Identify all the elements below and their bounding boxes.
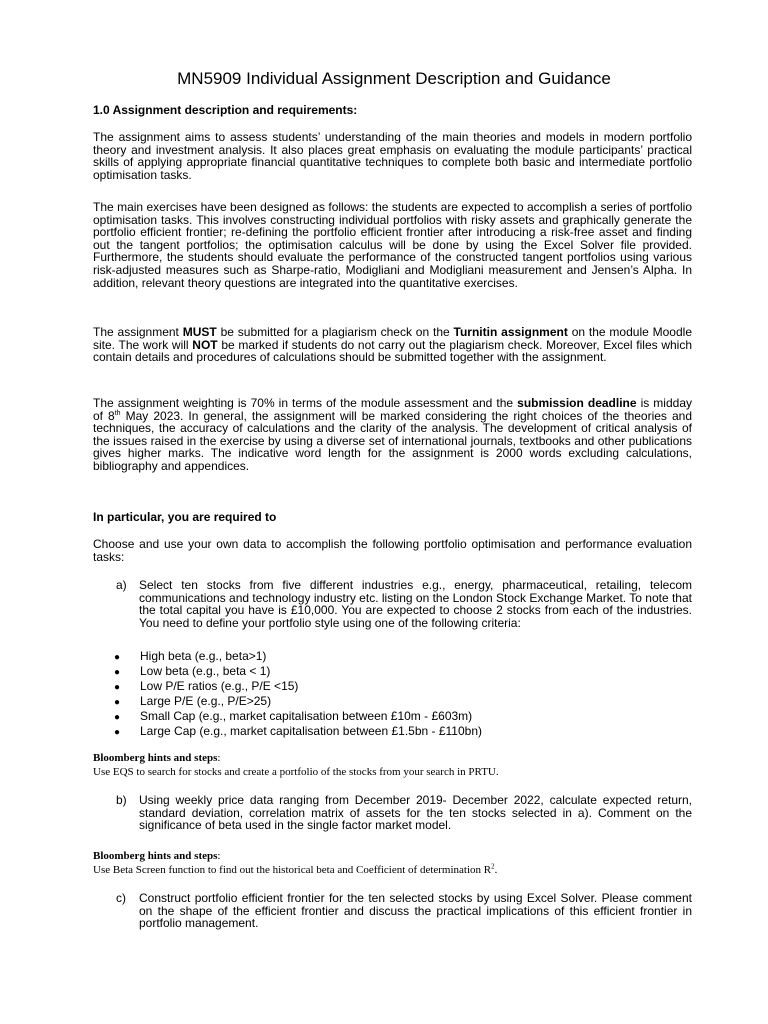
text-run: Use Beta Screen function to find out the historical beta and Coefficient of determination R bbox=[93, 864, 492, 876]
bloomberg-hints-heading bbox=[93, 752, 220, 765]
emphasis-turnitin: Turnitin assignment bbox=[453, 325, 568, 339]
text-run: is midday of 8 bbox=[93, 396, 692, 423]
heading-text: Bloomberg hints and steps bbox=[93, 850, 218, 862]
heading-colon: : bbox=[217, 752, 221, 764]
section-heading-in-particular: In particular, you are required to bbox=[93, 510, 277, 524]
bullet-text: Low P/E ratios (e.g., P/E <15) bbox=[140, 679, 299, 693]
bullet-text: High beta (e.g., beta>1) bbox=[140, 649, 267, 663]
text-run: be submitted for a plagiarism check on the bbox=[216, 325, 454, 339]
text-run: . bbox=[494, 864, 498, 876]
superscript: th bbox=[114, 409, 121, 417]
list-text: Construct portfolio efficient frontier for the ten selected stocks by using Excel Solver. Please comment on the shape of the efficient frontier and discuss the practical implications of this efficient frontier in portfolio management. bbox=[139, 891, 692, 931]
bullet-icon: ● bbox=[114, 697, 121, 708]
bullet-text: Small Cap (e.g., market capitalisation between £10m - £603m) bbox=[140, 709, 473, 723]
paragraph-submission bbox=[93, 326, 692, 364]
emphasis-not: NOT bbox=[192, 337, 218, 352]
list-text: Select ten stocks from five different industries e.g., energy, pharmaceutical, retailing, telecom communications and technology industry etc. listing on the London Stock Exchange Market. To note that the total capital you have is £10,000. You are expected to choose 2 stocks from each of the industries. You need to define your portfolio style using one of the following criteria: bbox=[139, 578, 692, 630]
section-heading-assignment-description: 1.0 Assignment description and requirements: bbox=[93, 103, 358, 117]
emphasis-must: MUST bbox=[182, 325, 217, 339]
text-run: The assignment weighting is 70% in terms of the module assessment and the bbox=[93, 396, 518, 410]
bloomberg-hints-text bbox=[93, 864, 497, 877]
paragraph-weighting bbox=[93, 397, 692, 473]
text-run: on the module Moodle site. The work will bbox=[93, 325, 692, 352]
bullet-icon: ● bbox=[114, 712, 121, 723]
list-label: c) bbox=[116, 891, 126, 905]
list-label: a) bbox=[116, 578, 127, 592]
paragraph-aims: The assignment aims to assess students’ understanding of the main theories and models in modern portfolio theory and investment analysis. It also places great emphasis on evaluating the module participants’ practical skills of applying appropriate financial quantitative techniques to complete both basic and intermediate portfolio optimisation tasks. bbox=[93, 130, 692, 182]
document-title: MN5909 Individual Assignment Description and Guidance bbox=[177, 69, 611, 88]
text-run: The assignment bbox=[93, 325, 183, 339]
list-text: Using weekly price data ranging from December 2019- December 2022, calculate expected return, standard deviation, correlation matrix of assets for the ten stocks selected in a). Comment on the significance of beta used in the single factor market model. bbox=[139, 793, 692, 833]
emphasis-submission-deadline: submission deadline bbox=[517, 396, 637, 410]
bullet-text: Large Cap (e.g., market capitalisation between £1.5bn - £110bn) bbox=[140, 724, 482, 738]
bloomberg-hints-heading bbox=[93, 850, 220, 863]
text-run: May 2023. In general, the assignment will be marked considering the right choices of the theories and techniques, the accuracy of calculations and the clarity of the analysis. The development of critical analysis of the issues raised in the exercise by using a diverse set of international journals, textbooks and other publications gives higher marks. The indicative word length for the assignment is 2000 words excluding calculations, bibliography and appendices. bbox=[93, 408, 693, 473]
text-run: be marked if students do not carry out the plagiarism check. Moreover, Excel files which contain details and procedures of calculations should be submitted together with the assignment. bbox=[93, 337, 692, 365]
heading-colon: : bbox=[217, 850, 221, 862]
list-label: b) bbox=[116, 793, 127, 807]
bloomberg-hints-text: Use EQS to search for stocks and create a portfolio of the stocks from your search in PRTU. bbox=[93, 766, 499, 778]
bullet-text: Low beta (e.g., beta < 1) bbox=[140, 664, 271, 678]
bullet-icon: ● bbox=[114, 652, 121, 663]
bullet-text: Large P/E (e.g., P/E>25) bbox=[140, 694, 272, 708]
bullet-icon: ● bbox=[114, 682, 121, 693]
heading-text: Bloomberg hints and steps bbox=[93, 752, 218, 764]
superscript: 2 bbox=[491, 862, 495, 871]
paragraph-main-exercises: The main exercises have been designed as follows: the students are expected to accomplish a series of portfolio optimisation tasks. This involves constructing individual portfolios with risky assets and graphically generate the portfolio efficient frontier; re-defining the portfolio efficient frontier after introducing a risk-free asset and finding out the tangent portfolios; the optimisation calculus will be done by using the Excel Solver file provided. Furthermore, the students should evaluate the performance of the constructed tangent portfolios using various risk-adjusted measures such as Sharpe-ratio, Modigliani and Modigliani measurement and Jensen’s Alpha. In addition, relevant theory questions are integrated into the quantitative exercises. bbox=[93, 200, 692, 290]
bullet-icon: ● bbox=[114, 667, 121, 678]
paragraph-choose-data: Choose and use your own data to accomplish the following portfolio optimisation and performance evaluation tasks: bbox=[93, 537, 692, 564]
bullet-icon: ● bbox=[114, 727, 121, 738]
